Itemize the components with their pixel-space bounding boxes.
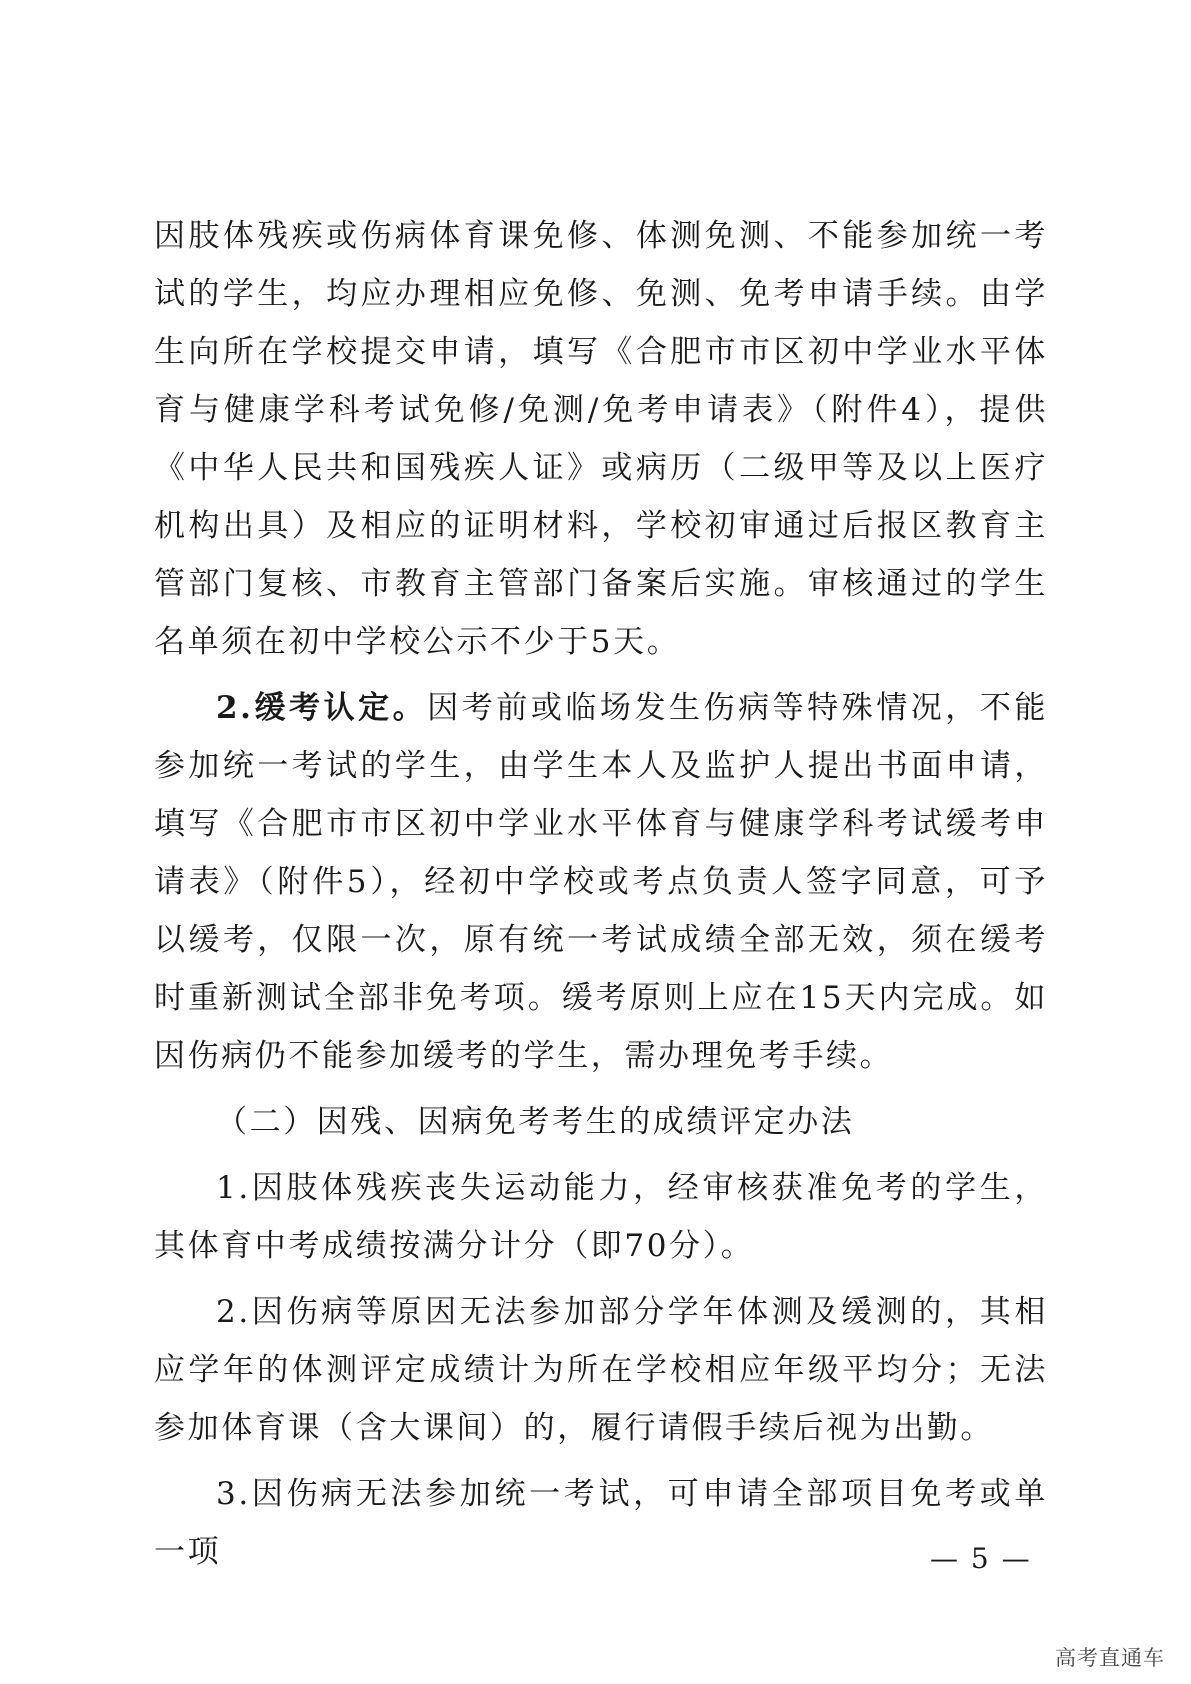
list-item: 2.因伤病等原因无法参加部分学年体测及缓测的，其相应学年的体测评定成绩计为所在学校相应年级平均分；无法参加体育课（含大课间）的，履行请假手续后视为出勤。 [154, 1294, 1048, 1446]
watermark-text: 高考直通车 [1055, 1646, 1165, 1670]
paragraph-lead-heading: 2.缓考认定。 [216, 690, 428, 726]
list-item: 1.因肢体残疾丧失运动能力，经审核获准免考的学生，其体育中考成绩按满分计分（即70分）。 [154, 1170, 1048, 1264]
paragraph-exemption-application [154, 207, 1048, 671]
list-item: 3.因伤病无法参加统一考试，可申请全部项目免考或单一项 [154, 1476, 1048, 1570]
paragraph-text: 因肢体残疾或伤病体育课免修、体测免测、不能参加统一考试的学生，均应办理相应免修、免测、免考申请手续。由学生向所在学校提交申请，填写《合肥市市区初中学业水平体育与健康学科考试免修/免测/免考申请表》（附件4），提供《中华人民共和国残疾人证》或病历（二级甲等及以上医疗机构出具）及相应的证明材料，学校初审通过后报区教育主管部门复核、市教育主管部门备案后实施。审核通过的学生名单须在初中学校公示不少于5天。 [154, 218, 1048, 660]
paragraph-text: 因考前或临场发生伤病等特殊情况，不能参加统一考试的学生，由学生本人及监护人提出书面申请，填写《合肥市市区初中学业水平体育与健康学科考试缓考申请表》（附件5），经初中学校或考点负责人签字同意，可予以缓考，仅限一次，原有统一考试成绩全部无效，须在缓考时重新测试全部非免考项。缓考原则上应在15天内完成。如因伤病仍不能参加缓考的学生，需办理免考手续。 [154, 690, 1048, 1074]
page-number: — 5 — [930, 1542, 1032, 1575]
paragraph-deferral [154, 679, 1048, 1085]
document-body [154, 207, 1048, 1589]
section-heading: （二）因残、因病免考考生的成绩评定办法 [216, 1104, 855, 1140]
